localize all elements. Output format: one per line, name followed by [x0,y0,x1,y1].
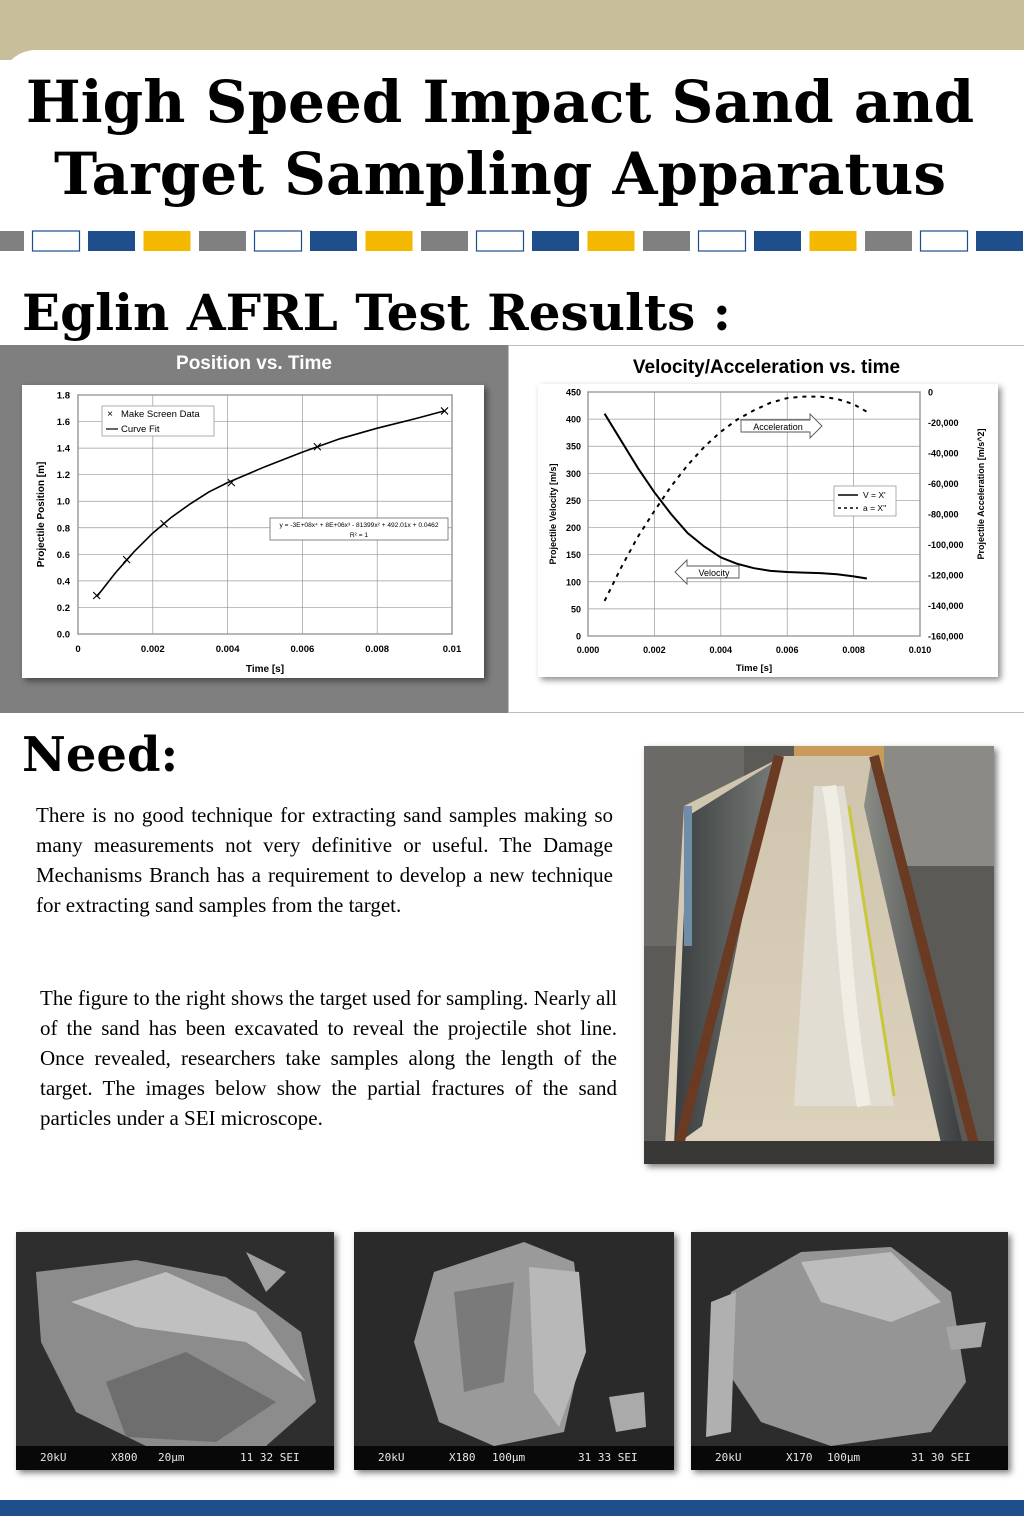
sem-image-id: 31 33 SEI [578,1451,638,1464]
strip-block-navy [310,231,357,251]
sem-scale-bar: 100µm [492,1451,526,1464]
legend-label-acceleration: a = X'' [863,503,887,513]
sem-image-id: 31 30 SEI [911,1451,971,1464]
y2-tick-label: -40,000 [928,448,959,459]
strip-block-white [255,231,302,251]
sem-scale-bar: 20µm [158,1451,185,1464]
x-tick-label: 0.006 [290,644,315,655]
strip-block-gray [199,231,246,251]
need-heading: Need: [22,727,179,783]
legend-label-velocity: V = X' [863,490,886,500]
fit-equation: y = -3E+08x⁴ + 8E+06x³ - 81399x² + 492.01x + 0.0462 [279,522,439,529]
y-tick-label: 250 [565,495,581,506]
y-tick-label: 0.6 [56,549,70,561]
strip-block-gold [810,231,857,251]
annotation-acceleration: Acceleration [753,422,803,432]
strip-block-gray [0,231,24,251]
x-tick-label: 0.008 [842,645,865,655]
annotation-velocity: Velocity [698,568,730,578]
legend-label-fit: Curve Fit [121,424,160,435]
sem-voltage: 20kU [378,1451,405,1464]
sem-image-3 [691,1232,1008,1470]
x-tick-label: 0.004 [215,644,240,655]
y-axis-label: Projectile Position [m] [36,461,47,568]
y-tick-label: 300 [565,468,581,479]
y2-tick-label: -60,000 [928,479,959,489]
y-tick-label: 0.4 [56,576,70,588]
x-axis-label: Time [s] [735,663,773,674]
target-trough-photo [644,746,994,1164]
y2-tick-label: -120,000 [928,570,964,581]
sem-magnification: X800 [111,1451,138,1464]
position-chart [22,385,484,678]
strip-block-navy [88,231,135,251]
strip-block-navy [532,231,579,251]
strip-block-gray [421,231,468,251]
y-tick-label: 1.0 [56,496,70,508]
legend-x-marker: × [107,409,113,420]
fit-r-squared: R² = 1 [349,532,369,539]
sem-scale-bar: 100µm [827,1451,861,1464]
sem-magnification: X170 [786,1451,813,1464]
position-chart-title: Position vs. Time [176,353,332,374]
position-chart-card [22,385,484,678]
velocity-legend [834,486,896,516]
sem-magnification: X180 [449,1451,476,1464]
y-tick-label: 450 [565,387,581,398]
need-paragraph-2: The figure to the right shows the target used for sampling. Nearly all of the sand has been excavated to reveal the projectile shot line. Once revealed, researchers take samples along the length of the target. The images below show the partial fractures of the sand particles under a SEI microscope. [40,986,617,1130]
strip-block-gold [366,231,413,251]
velocity-chart-card [538,384,998,677]
strip-block-navy [754,231,801,251]
y-tick-label: 0.2 [56,602,70,614]
y-tick-label: 150 [565,550,581,561]
velocity-chart [538,384,998,677]
y-tick-label: 0.8 [56,523,70,535]
y2-axis-label: Projectile Acceleration [m/s^2] [976,428,986,560]
sand-particle-2 [354,1232,674,1470]
x-tick-label: 0.008 [365,644,390,655]
y-axis-label: Projectile Velocity [m/s] [548,463,558,565]
x-tick-label: 0.002 [140,644,165,655]
y-tick-label: 1.4 [56,443,70,455]
y2-tick-label: -100,000 [928,540,964,550]
footer-band [0,1500,1024,1516]
sem-voltage: 20kU [715,1451,742,1464]
y-tick-label: 350 [565,441,581,452]
x-tick-label: 0.004 [709,645,733,655]
y2-tick-label: -20,000 [928,418,959,428]
strip-block-white [477,231,524,251]
strip-block-navy [976,231,1023,251]
sem-image-1 [16,1232,334,1470]
y2-tick-label: -80,000 [928,509,959,520]
strip-block-white [921,231,968,251]
strip-block-gold [144,231,191,251]
sem-image-2 [354,1232,674,1470]
y-tick-label: 400 [565,414,581,425]
poster-title [0,66,1000,210]
y-tick-label: 1.2 [56,470,70,482]
sand-particle-1 [16,1232,334,1470]
title-line-2: Target Sampling Apparatus [53,140,946,208]
strip-block-white [33,231,80,251]
y-tick-label: 200 [565,523,581,534]
results-heading: Eglin AFRL Test Results : [22,283,732,342]
position-legend [102,406,214,436]
x-tick-label: 0 [75,644,81,655]
x-tick-label: 0.000 [576,645,600,655]
x-tick-label: 0.010 [908,645,932,655]
y-tick-label: 1.8 [56,390,70,402]
sem-voltage: 20kU [40,1451,67,1464]
target-trough-illustration [644,746,994,1164]
x-tick-label: 0.01 [442,644,462,655]
sem-info-bar-2 [354,1446,674,1470]
sand-particle-3 [691,1232,1008,1470]
y-tick-label: 1.6 [56,417,70,429]
x-tick-label: 0.002 [643,645,666,655]
y-tick-label: 0 [575,631,581,642]
strip-block-gold [588,231,635,251]
strip-block-white [699,231,746,251]
sem-info-bar-3 [691,1446,1008,1470]
y-tick-label: 0.0 [56,629,70,641]
strip-block-gray [865,231,912,251]
sem-image-id: 11 32 SEI [240,1451,300,1464]
y2-tick-label: -160,000 [928,631,964,642]
y2-tick-label: -140,000 [928,601,964,611]
x-axis-label: Time [s] [245,664,285,675]
decorative-block-strip [0,230,1024,252]
strip-block-gray [643,231,690,251]
equation-box [270,518,448,540]
need-paragraph-1: There is no good technique for extracting sand samples making so many measurements not very definitive or useful. The Damage Mechanisms Branch has a requirement to develop a new technique for extracting sand samples from the target. [36,803,613,917]
position-chart-panel [0,345,508,713]
y2-tick-label: 0 [928,387,934,398]
sem-info-bar-1 [16,1446,334,1470]
title-line-1: High Speed Impact Sand and [25,68,975,136]
legend-label-data: Make Screen Data [121,409,200,420]
y-tick-label: 50 [570,604,581,615]
x-tick-label: 0.006 [775,645,799,655]
velocity-chart-panel [508,345,1024,713]
velocity-chart-title: Velocity/Acceleration vs. time [632,357,901,378]
y-tick-label: 100 [565,577,581,588]
